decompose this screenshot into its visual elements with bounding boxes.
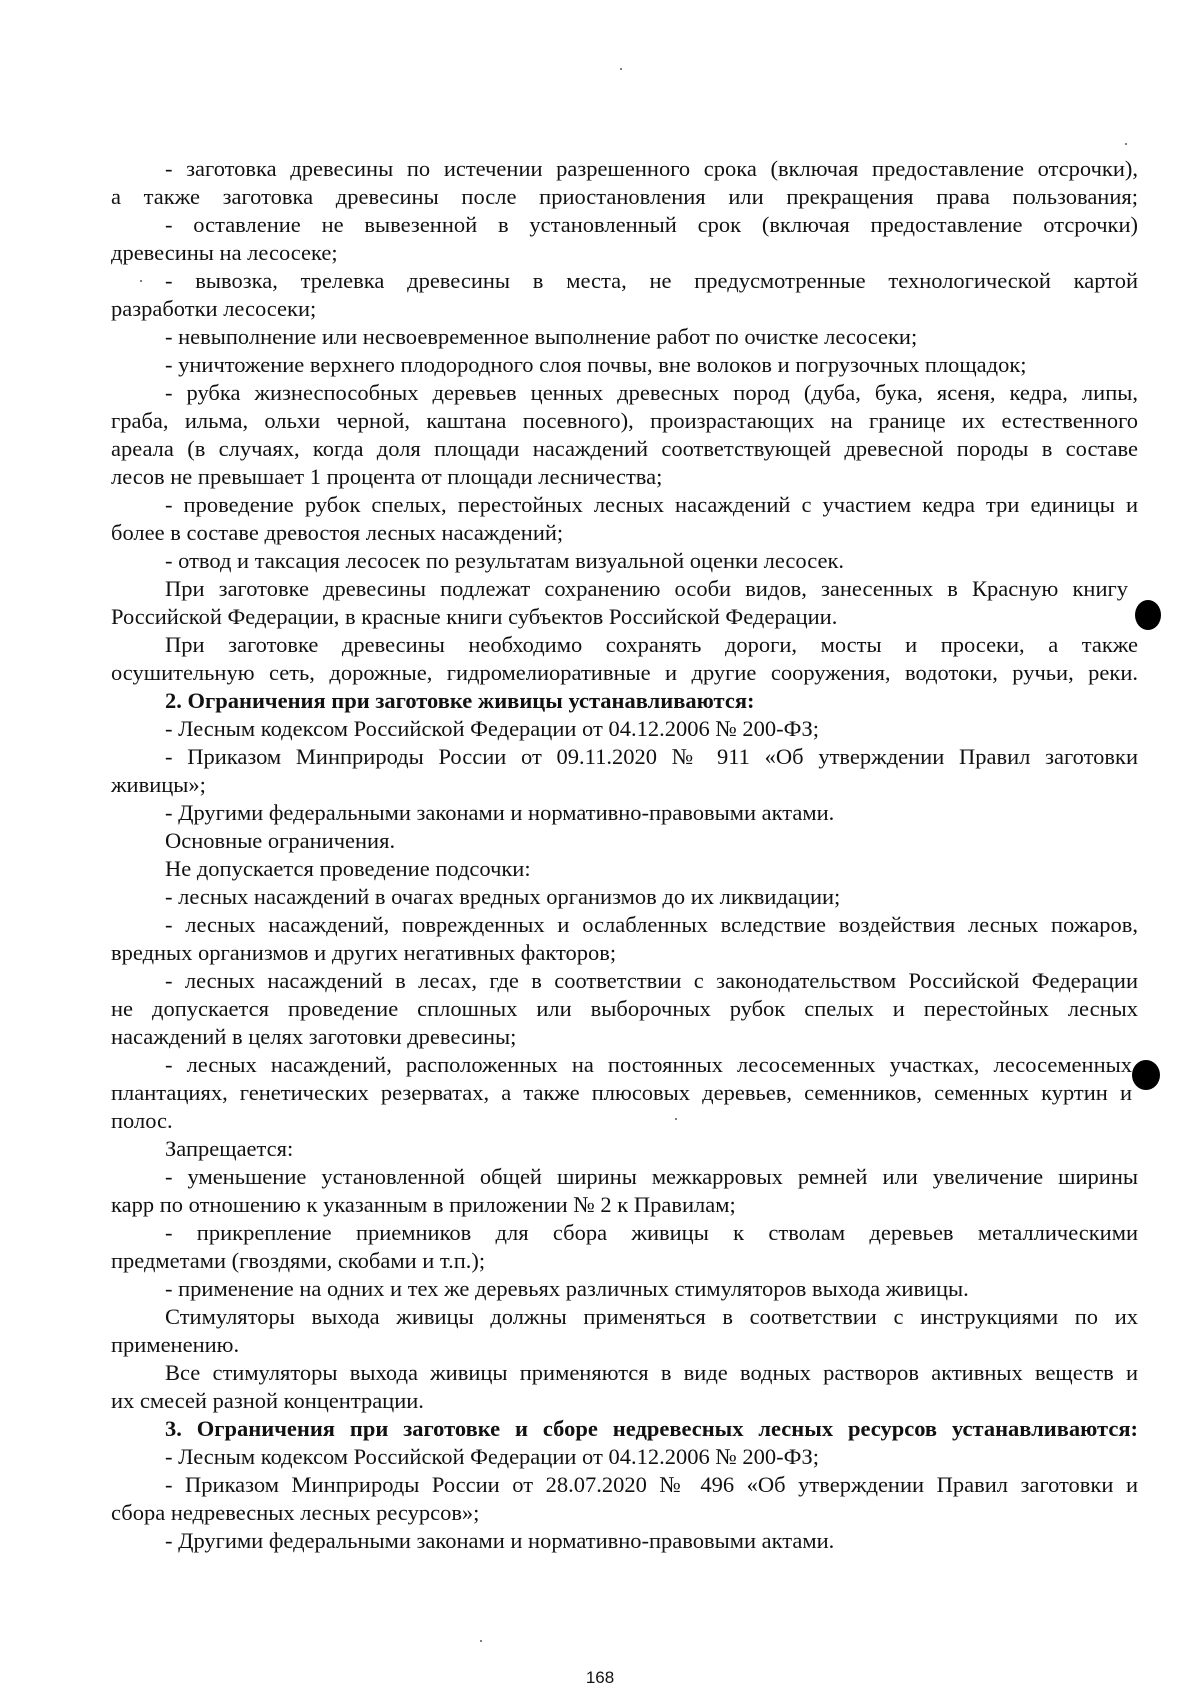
text-line: Основные ограничения. bbox=[165, 828, 396, 853]
text-line: При заготовке древесины необходимо сохранять дороги, мосты и просеки, а также bbox=[165, 632, 1138, 657]
scan-speck bbox=[480, 1640, 482, 1642]
text-line: - лесных насаждений, поврежденных и ослабленных вследствие воздействия лесных пожаров, bbox=[165, 912, 1138, 937]
text-line: граба, ильма, ольхи черной, каштана посевного), произрастающих на границе их естественного bbox=[111, 408, 1138, 433]
text-line: - рубка жизнеспособных деревьев ценных древесных пород (дуба, бука, ясеня, кедра, липы, bbox=[165, 380, 1138, 405]
scan-speck bbox=[620, 68, 622, 70]
text-line: карр по отношению к указанным в приложении № 2 к Правилам; bbox=[111, 1192, 736, 1217]
section-heading-line: 3. Ограничения при заготовке и сборе недревесных лесных ресурсов устанавливаются: bbox=[165, 1416, 1138, 1441]
text-line: - лесных насаждений, расположенных на постоянных лесосеменных участках, лесосеменных bbox=[165, 1052, 1132, 1077]
text-line: - вывозка, трелевка древесины в места, не предусмотренные технологической картой bbox=[165, 268, 1138, 293]
page-number: 168 bbox=[585, 1668, 615, 1687]
text-line: - Лесным кодексом Российской Федерации от 04.12.2006 № 200-ФЗ; bbox=[165, 716, 819, 741]
text-line: осушительную сеть, дорожные, гидромелиоративные и другие сооружения, водотоки, ручьи, реки. bbox=[111, 660, 1138, 685]
text-line: Не допускается проведение подсочки: bbox=[165, 856, 531, 881]
text-line: - лесных насаждений в лесах, где в соответствии с законодательством Российской Федерации bbox=[165, 968, 1138, 993]
text-line: разработки лесосеки; bbox=[111, 296, 317, 321]
text-line: - прикрепление приемников для сбора живицы к стволам деревьев металлическими bbox=[165, 1220, 1138, 1245]
text-line: - Приказом Минприроды России от 28.07.2020 № 496 «Об утверждении Правил заготовки и bbox=[165, 1472, 1138, 1497]
scan-speck bbox=[1125, 143, 1127, 145]
text-line: - Другими федеральными законами и нормативно-правовыми актами. bbox=[165, 1528, 835, 1553]
punch-hole-mark bbox=[1132, 1060, 1160, 1090]
text-line: их смесей разной концентрации. bbox=[111, 1388, 424, 1413]
text-line: - оставление не вывезенной в установленный срок (включая предоставление отсрочки) bbox=[165, 212, 1138, 237]
text-line: плантациях, генетических резерватах, а также плюсовых деревьев, семенников, семенных куртин и bbox=[111, 1080, 1132, 1105]
text-line: предметами (гвоздями, скобами и т.п.); bbox=[111, 1248, 486, 1273]
text-line: - применение на одних и тех же деревьях различных стимуляторов выхода живицы. bbox=[165, 1276, 969, 1301]
text-line: насаждений в целях заготовки древесины; bbox=[111, 1024, 517, 1049]
text-line: - проведение рубок спелых, перестойных лесных насаждений с участием кедра три единицы и bbox=[165, 492, 1138, 517]
text-line: полос. bbox=[111, 1108, 173, 1133]
text-line: - невыполнение или несвоевременное выполнение работ по очистке лесосеки; bbox=[165, 324, 918, 349]
text-line: древесины на лесосеке; bbox=[111, 240, 338, 265]
scan-speck bbox=[140, 280, 142, 282]
text-line: применению. bbox=[111, 1332, 240, 1357]
text-line: - заготовка древесины по истечении разрешенного срока (включая предоставление отсрочки), bbox=[165, 156, 1138, 181]
text-line: - уменьшение установленной общей ширины межкарровых ремней или увеличение ширины bbox=[165, 1164, 1138, 1189]
text-line: Российской Федерации, в красные книги субъектов Российской Федерации. bbox=[111, 604, 838, 629]
scan-speck bbox=[675, 1118, 677, 1120]
text-line: ареала (в случаях, когда доля площади насаждений соответствующей древесной породы в составе bbox=[111, 436, 1138, 461]
text-line: - Лесным кодексом Российской Федерации от 04.12.2006 № 200-ФЗ; bbox=[165, 1444, 819, 1469]
text-line: вредных организмов и других негативных факторов; bbox=[111, 940, 617, 965]
text-line: не допускается проведение сплошных или выборочных рубок спелых и перестойных лесных bbox=[111, 996, 1138, 1021]
text-line: Стимуляторы выхода живицы должны применяться в соответствии с инструкциями по их bbox=[165, 1304, 1138, 1329]
text-line: сбора недревесных лесных ресурсов»; bbox=[111, 1500, 480, 1525]
section-heading-line: 2. Ограничения при заготовке живицы устанавливаются: bbox=[165, 688, 755, 713]
text-line: Запрещается: bbox=[165, 1136, 294, 1161]
text-line: более в составе древостоя лесных насаждений; bbox=[111, 520, 564, 545]
text-line: а также заготовка древесины после приостановления или прекращения права пользования; bbox=[111, 184, 1138, 209]
text-line: живицы»; bbox=[111, 772, 206, 797]
text-line: При заготовке древесины подлежат сохранению особи видов, занесенных в Красную книгу bbox=[165, 576, 1128, 601]
text-line: - отвод и таксация лесосек по результатам визуальной оценки лесосек. bbox=[165, 548, 845, 573]
text-line: лесов не превышает 1 процента от площади лесничества; bbox=[111, 464, 663, 489]
text-line: - лесных насаждений в очагах вредных организмов до их ликвидации; bbox=[165, 884, 841, 909]
text-line: - Приказом Минприроды России от 09.11.2020 № 911 «Об утверждении Правил заготовки bbox=[165, 744, 1138, 769]
punch-hole-mark bbox=[1135, 600, 1161, 630]
text-line: - уничтожение верхнего плодородного слоя почвы, вне волоков и погрузочных площадок; bbox=[165, 352, 1027, 377]
text-line: Все стимуляторы выхода живицы применяются в виде водных растворов активных веществ и bbox=[165, 1360, 1138, 1385]
text-line: - Другими федеральными законами и нормативно-правовыми актами. bbox=[165, 800, 835, 825]
